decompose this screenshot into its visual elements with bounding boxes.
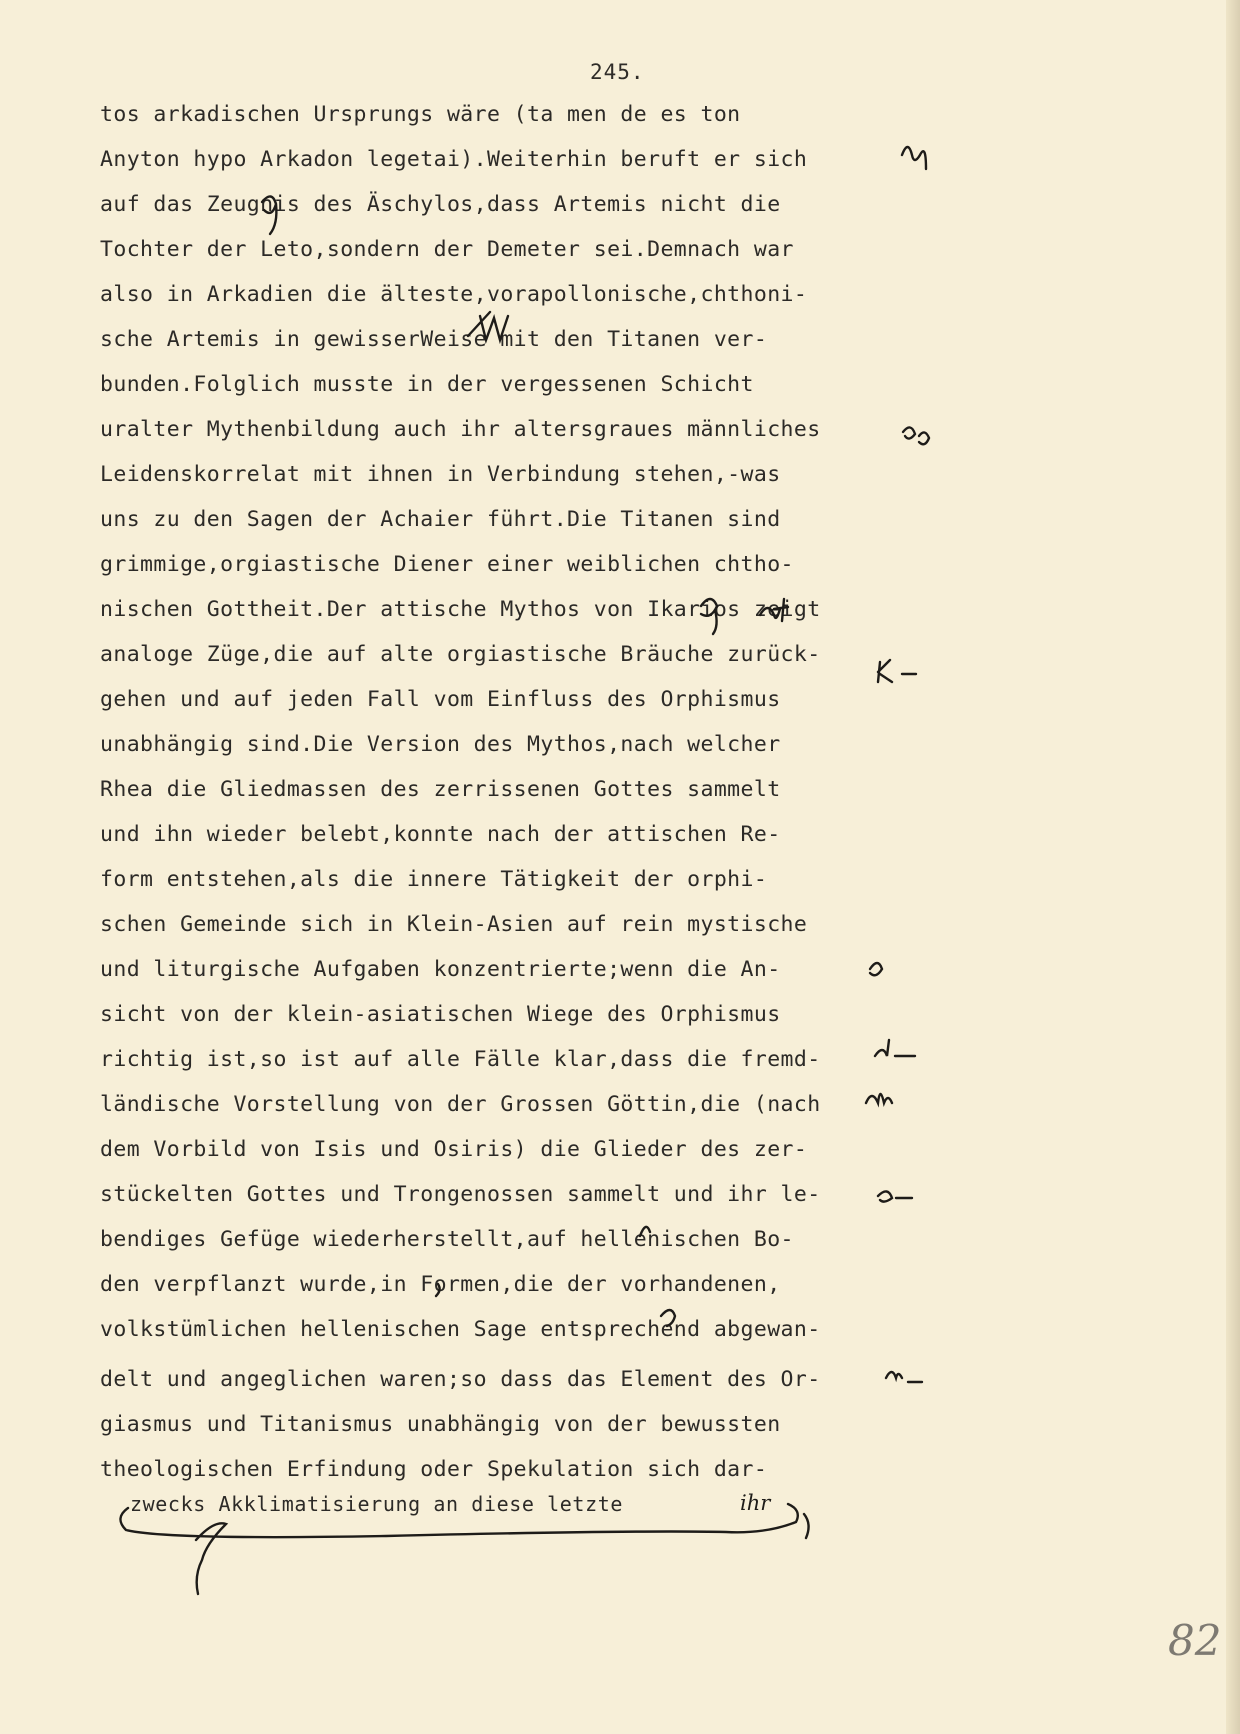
text-line: volkstümlichen hellenischen Sage entsprechend abgewan- xyxy=(100,1317,821,1342)
text-line: form entstehen,als die innere Tätigkeit der orphi- xyxy=(100,867,768,892)
text-line: sche Artemis in gewisserWeise mit den Titanen ver- xyxy=(100,327,768,352)
text-line: delt und angeglichen waren;so dass das Element des Or- xyxy=(100,1367,821,1392)
text-line: Anyton hypo Arkadon legetai).Weiterhin beruft er sich xyxy=(100,147,808,172)
text-line: und liturgische Aufgaben konzentrierte;wenn die An- xyxy=(100,957,781,982)
text-line: richtig ist,so ist auf alle Fälle klar,dass die fremd- xyxy=(100,1047,821,1072)
text-line: Rhea die Gliedmassen des zerrissenen Gottes sammelt xyxy=(100,777,781,802)
text-line: und ihn wieder belebt,konnte nach der attischen Re- xyxy=(100,822,781,847)
text-line: schen Gemeinde sich in Klein-Asien auf rein mystische xyxy=(100,912,808,937)
text-line: auf das Zeugnis des Äschylos,dass Artemis nicht die xyxy=(100,192,781,217)
text-line: sicht von der klein-asiatischen Wiege des Orphismus xyxy=(100,1002,781,1027)
text-line: analoge Züge,die auf alte orgiastische Bräuche zurück- xyxy=(100,642,821,667)
text-line: uns zu den Sagen der Achaier führt.Die Titanen sind xyxy=(100,507,781,532)
text-line: uralter Mythenbildung auch ihr altersgraues männliches xyxy=(100,417,821,442)
margin-page-number: 82 xyxy=(1168,1616,1222,1665)
text-line: unabhängig sind.Die Version des Mythos,nach welcher xyxy=(100,732,781,757)
handwritten-insertion-line: zwecks Akklimatisierung an diese letzte xyxy=(130,1492,623,1516)
text-line: Leidenskorrelat mit ihnen in Verbindung stehen,-was xyxy=(100,462,781,487)
text-line: dem Vorbild von Isis und Osiris) die Glieder des zer- xyxy=(100,1137,808,1162)
text-line: Tochter der Leto,sondern der Demeter sei.Demnach war xyxy=(100,237,794,262)
text-line: grimmige,orgiastische Diener einer weiblichen chtho- xyxy=(100,552,794,577)
text-line: also in Arkadien die älteste,vorapollonische,chthoni- xyxy=(100,282,808,307)
text-line: den verpflanzt wurde,in Formen,die der vorhandenen, xyxy=(100,1272,781,1297)
text-line: tos arkadischen Ursprungs wäre (ta men de es ton xyxy=(100,102,741,127)
text-line: nischen Gottheit.Der attische Mythos von Ikarios zeigt xyxy=(100,597,821,622)
text-line: stückelten Gottes und Trongenossen sammelt und ihr le- xyxy=(100,1182,821,1207)
text-line: bendiges Gefüge wiederherstellt,auf hellenischen Bo- xyxy=(100,1227,794,1252)
text-line: giasmus und Titanismus unabhängig von der bewussten xyxy=(100,1412,781,1437)
text-line: bunden.Folglich musste in der vergessenen Schicht xyxy=(100,372,754,397)
text-line: theologischen Erfindung oder Spekulation sich dar- xyxy=(100,1457,768,1482)
text-line: ländische Vorstellung von der Grossen Göttin,die (nach xyxy=(100,1092,821,1117)
page-number: 245. xyxy=(590,60,645,84)
text-line: gehen und auf jeden Fall vom Einfluss des Orphismus xyxy=(100,687,781,712)
handwritten-insertion-word: ihr xyxy=(740,1491,771,1515)
